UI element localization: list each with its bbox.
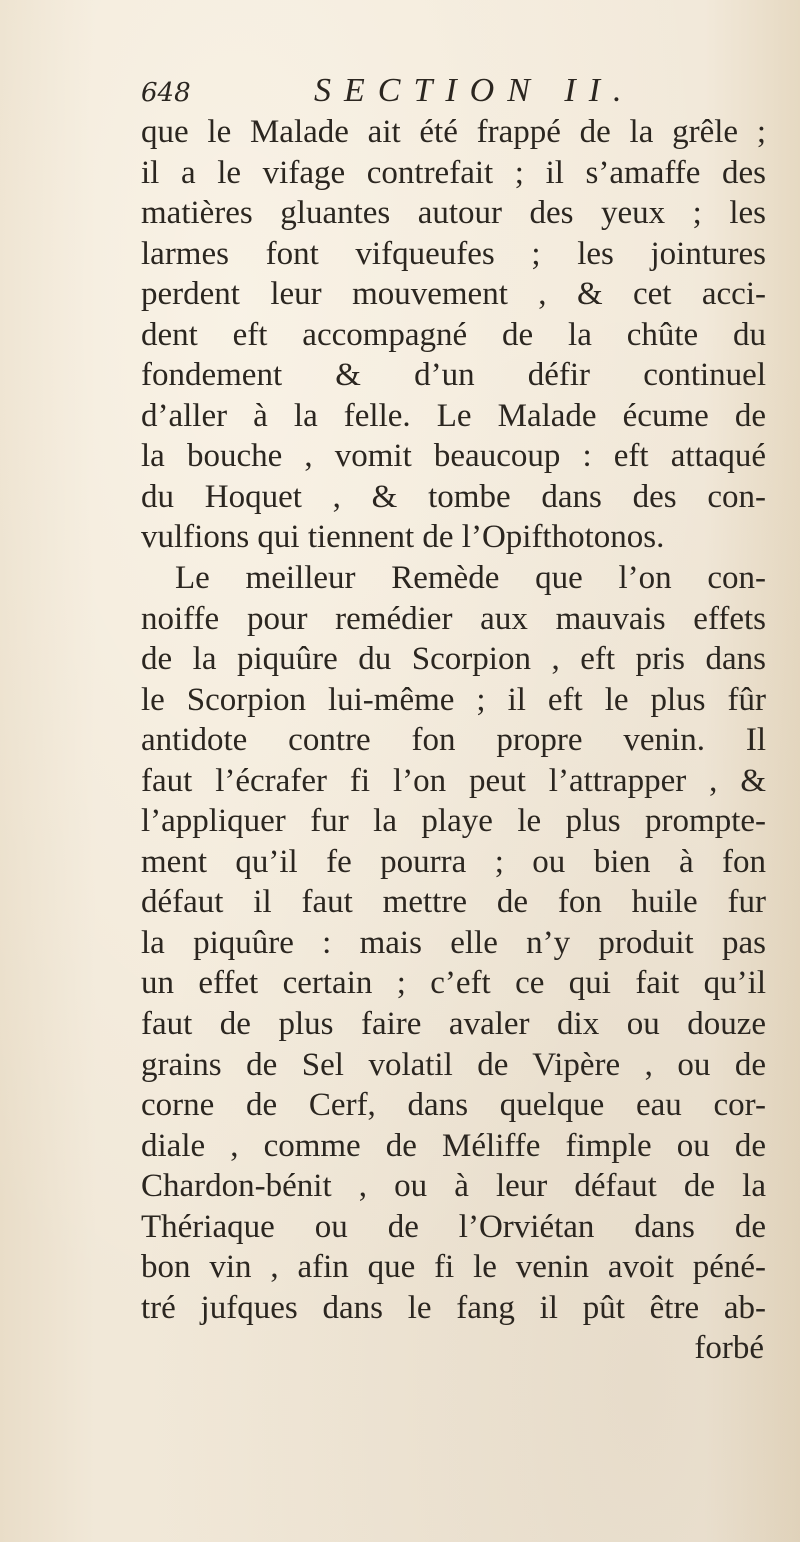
text-line: l’appliquer fur la playe le plus prompte- <box>141 803 766 840</box>
paragraph-end-line: vulfions qui tiennent de l’Opifthotonos. <box>141 519 665 556</box>
text-line: perdent leur mouvement , & cet acci- <box>141 276 766 313</box>
paragraph-start-line: Le meilleur Remède que l’on con- <box>175 560 766 597</box>
text-line: dent eft accompagné de la chûte du <box>141 316 766 353</box>
body-text <box>141 112 766 1369</box>
text-line: du Hoquet , & tombe dans des con- <box>141 478 766 515</box>
text-line: matières gluantes autour des yeux ; les <box>141 195 766 232</box>
text-line: faut de plus faire avaler dix ou douze <box>141 1006 766 1043</box>
text-line: il a le vifage contrefait ; il s’amaffe des <box>141 154 766 191</box>
text-line: antidote contre fon propre venin. Il <box>141 722 766 759</box>
text-line: Chardon-bénit , ou à leur défaut de la <box>141 1168 766 1205</box>
text-line: diale , comme de Méliffe fimple ou de <box>141 1127 766 1164</box>
text-line: noiffe pour remédier aux mauvais effets <box>141 600 766 637</box>
text-line: corne de Cerf, dans quelque eau cor- <box>141 1087 766 1124</box>
text-line: bon vin , afin que fi le venin avoit péné- <box>141 1249 766 1286</box>
running-head: SECTION II. <box>314 72 635 109</box>
text-line: faut l’écrafer fi l’on peut l’attrapper , & <box>141 762 766 799</box>
page-number: 648 <box>141 78 191 108</box>
text-line: larmes font vifqueufes ; les jointures <box>141 235 766 272</box>
text-line: la piquûre : mais elle n’y produit pas <box>141 924 766 961</box>
text-line: tré jufques dans le fang il pût être ab- <box>141 1289 766 1326</box>
text-line: défaut il faut mettre de fon huile fur <box>141 884 766 921</box>
catchword: forbé <box>694 1330 764 1367</box>
text-line: la bouche , vomit beaucoup : eft attaqué <box>141 438 766 475</box>
text-line: ment qu’il fe pourra ; ou bien à fon <box>141 843 766 880</box>
text-line: que le Malade ait été frappé de la grêle ; <box>141 114 766 150</box>
text-line: grains de Sel volatil de Vipère , ou de <box>141 1046 766 1083</box>
text-line: le Scorpion lui-même ; il eft le plus fûr <box>141 681 766 718</box>
text-line: Thériaque ou de l’Orviétan dans de <box>141 1208 766 1245</box>
text-line: fondement & d’un défir continuel <box>141 357 766 394</box>
text-line: d’aller à la felle. Le Malade écume de <box>141 397 766 434</box>
text-line: un effet certain ; c’eft ce qui fait qu’il <box>141 965 766 1002</box>
text-line: de la piquûre du Scorpion , eft pris dans <box>141 641 766 678</box>
